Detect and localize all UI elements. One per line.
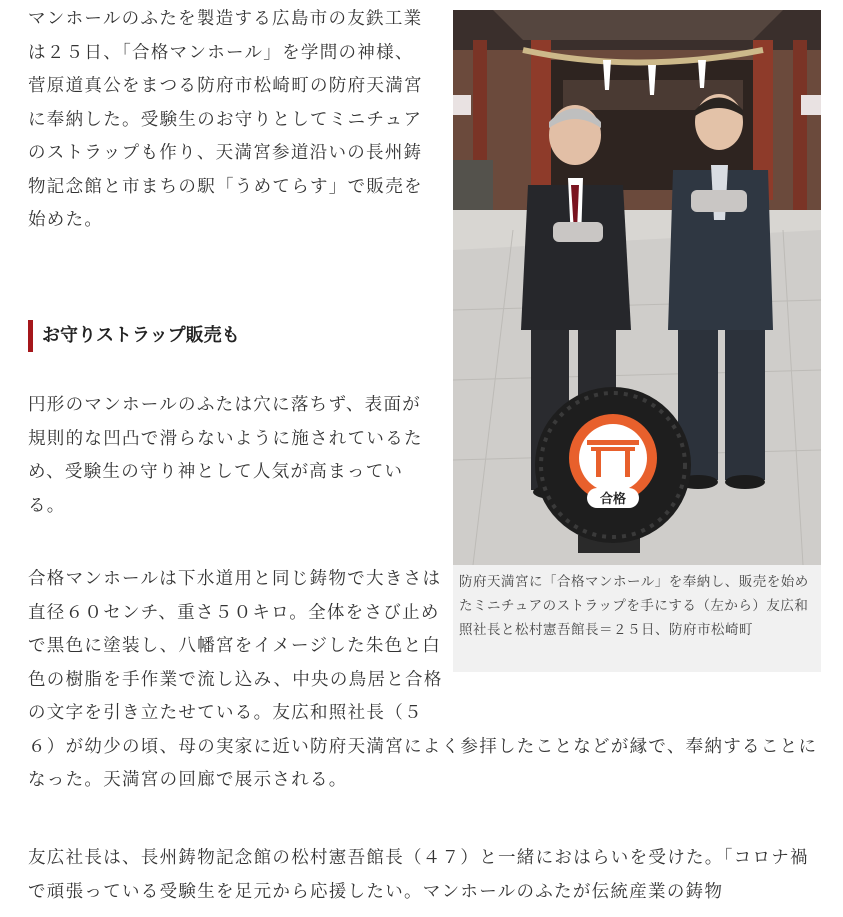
- article-paragraph-1: マンホールのふたを製造する広島市の友鉄工業は２５日、「合格マンホール」を学問の神様、菅原道真公をまつる防府市松崎町の防府天満宮に奉納した。受験生のお守りとしてミニチュアのストラップも作り、天満宮参道沿いの長州鋳物記念館と市まちの駅「うめてらす」で販売を始めた。: [28, 9, 423, 230]
- photo: [453, 10, 821, 565]
- shrine-photo-illustration: [453, 10, 821, 565]
- photo-figure: [453, 10, 821, 672]
- manhole-cover: [535, 387, 691, 543]
- manhole-label: 合格: [599, 492, 627, 507]
- subheading: お守りストラップ販売も: [28, 320, 428, 352]
- article-paragraph-4: 友広社長は、長州鋳物記念館の松村憲吾館長（４７）と一緒におはらいを受けた。「コロナ禍で頑張っている受験生を足元から応援したい。マンホールのふたが伝統産業の鋳物: [28, 848, 809, 902]
- article-paragraph-3-text: 合格マンホールは下水道用と同じ鋳物で大きさは直径６０センチ、重さ５０キロ。全体をさび止めで黒色に塗装し、八幡宮をイメージした朱色と白色の樹脂を手作業で流し込み、中央の鳥居と合格の文字を引き立たせている。友広和照社長（５６）が幼少の頃、母の実家に近い防府天満宮によく参拝したことなどが縁で、奉納することになった。天満宮の回廊で展示される。: [28, 569, 818, 790]
- article-paragraph-2: 円形のマンホールのふたは穴に落ちず、表面が規則的な凹凸で滑らないように施されているため、受験生の守り神として人気が高まっている。: [28, 395, 423, 516]
- photo-caption: 防府天満宮に「合格マンホール」を奉納し、販売を始めたミニチュアのストラップを手にする（左から）友広和照社長と松村憲吾館長＝２５日、防府市松崎町: [459, 574, 809, 638]
